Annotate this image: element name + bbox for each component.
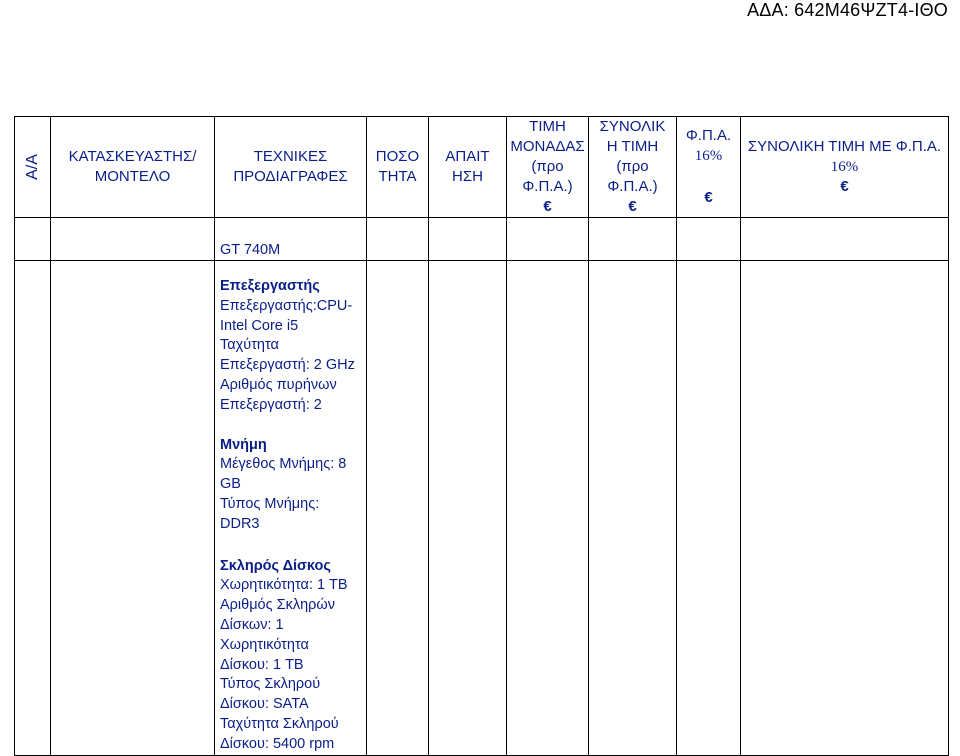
spec-cell — [215, 261, 367, 756]
header-manufacturer: ΚΑΤΑΣΚΕΥΑΣΤΗΣ/ ΜΟΝΤΕΛΟ — [51, 117, 215, 218]
header-row — [15, 117, 949, 218]
header-quantity: ΠΟΣΟ ΤΗΤΑ — [367, 117, 429, 218]
gpu-model: GT 740M — [220, 242, 281, 258]
gpu-row — [15, 218, 949, 261]
header-total-price: ΣΥΝΟΛΙΚ Η ΤΙΜΗ (προ Φ.Π.Α.) € — [589, 117, 677, 218]
header-vat: Φ.Π.Α. 16% € — [677, 117, 741, 218]
disk-block: Σκληρός Δίσκος Χωρητικότητα: 1 TB Αριθμός Σκληρών Δίσκων: 1 Χωρητικότητα Δίσκου: 1 TB Τύπος Σκληρού Δίσκου: SATA Ταχύτητα Σκληρού Δίσκου: 5400 rpm — [220, 557, 348, 752]
spec-row — [15, 261, 949, 756]
processor-block: Επεξεργαστής Επεξεργαστής:CPU- Intel Core i5 Ταχύτητα Επεξεργαστή: 2 GHz Αριθμός πυρήνων Επεξεργαστή: 2 — [220, 278, 355, 413]
document-id: ΑΔΑ: 642Μ46ΨΖΤ4-ΙΘΟ — [747, 0, 948, 20]
header-unit-price: ΤΙΜΗ ΜΟΝΑΔΑΣ (προ Φ.Π.Α.) € — [507, 117, 589, 218]
header-requirement: ΑΠΑΙΤ ΗΣΗ — [429, 117, 507, 218]
procurement-table — [14, 116, 949, 756]
header-specs: ΤΕΧΝΙΚΕΣ ΠΡΟΔΙΑΓΡΑΦΕΣ — [215, 117, 367, 218]
header-aa: Α/Α — [15, 117, 51, 218]
header-total-with-vat: ΣΥΝΟΛΙΚΗ ΤΙΜΗ ΜΕ Φ.Π.Α. 16% € — [741, 117, 949, 218]
memory-block: Μνήμη Μέγεθος Μνήμης: 8 GB Τύπος Μνήμης: DDR3 — [220, 436, 347, 532]
